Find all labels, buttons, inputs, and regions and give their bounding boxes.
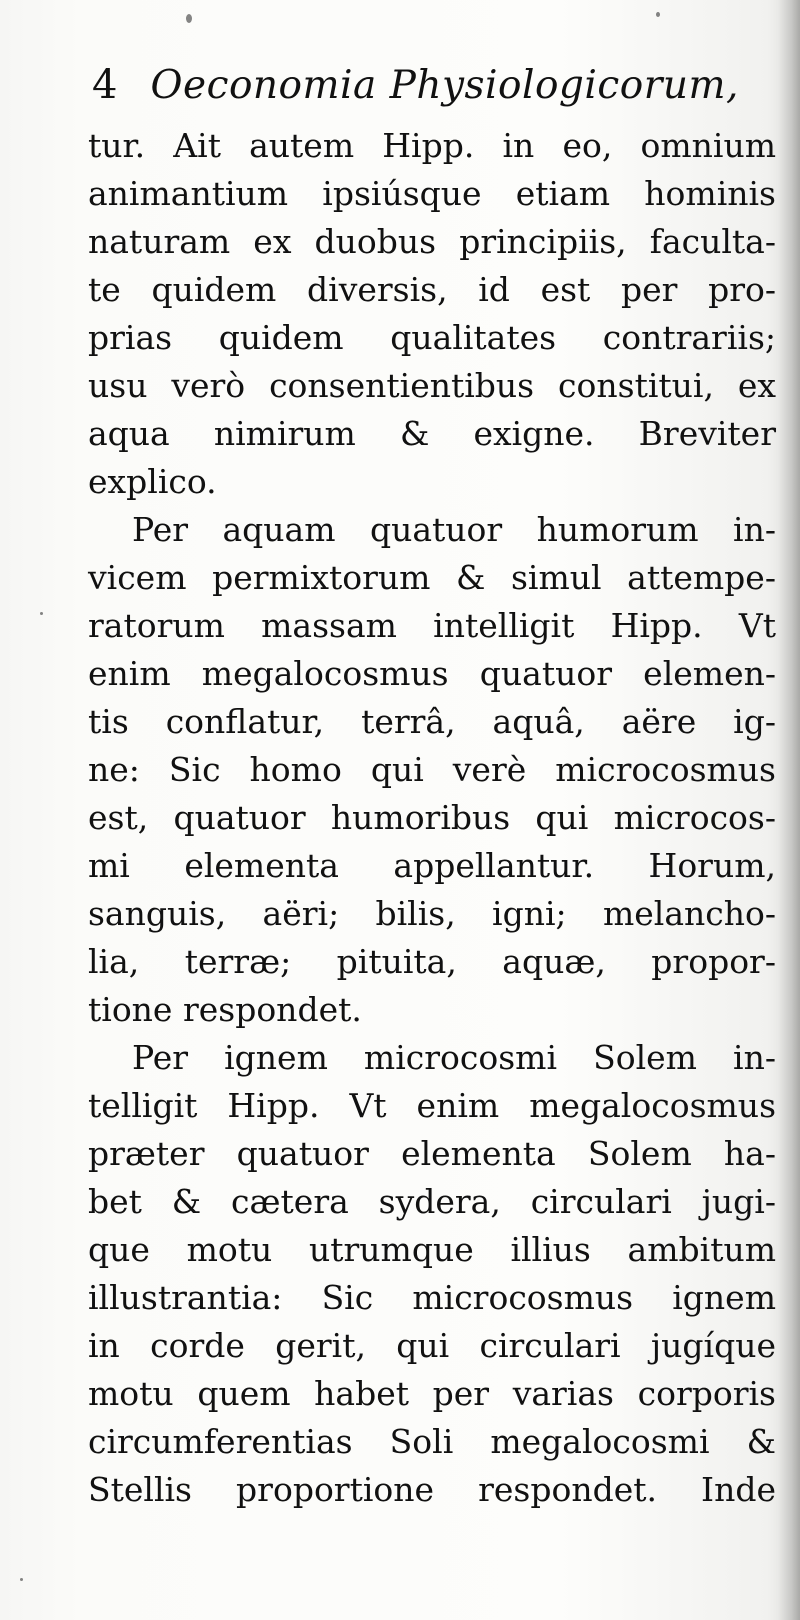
text-line: motu quem habet per varias corporis [88,1374,776,1413]
text-line: tis conflatur, terrâ, aquâ, aëre ig- [88,702,776,741]
text-line: ratorum massam intelligit Hipp. Vt [88,606,776,645]
text-line: enim megalocosmus quatuor elemen- [88,654,776,693]
text-line: præter quatuor elementa Solem ha- [88,1134,776,1173]
text-line: explico. [88,462,217,501]
text-line: animantium ipsiúsque etiam hominis [88,174,776,213]
text-line: que motu utrumque illius ambitum [88,1230,776,1269]
text-line: tione respondet. [88,990,362,1029]
page-gutter-shadow [778,0,800,1620]
running-header [92,62,772,120]
text-line: aqua nimirum & exigne. Breviter [88,414,776,453]
text-line: in corde gerit, qui circulari jugíque [88,1326,776,1365]
text-line: tur. Ait autem Hipp. in eo, omnium [88,126,776,165]
text-line: naturam ex duobus principiis, faculta- [88,222,776,261]
text-line: usu verò consentientibus constitui, ex [88,366,776,405]
text-line: est, quatuor humoribus qui microcos- [88,798,776,837]
ink-speck [186,14,192,23]
text-line: telligit Hipp. Vt enim megalocosmus [88,1086,776,1125]
text-line: prias quidem qualitates contrariis; [88,318,776,357]
text-line: Stellis proportione respondet. Inde [88,1470,776,1509]
text-line: bet & cætera sydera, circulari jugi- [88,1182,776,1221]
ink-speck [656,12,660,17]
text-line: mi elementa appellantur. Horum, [88,846,776,885]
paragraph-start-line: Per ignem microcosmi Solem in- [132,1038,776,1077]
text-line: vicem permixtorum & simul attempe- [88,558,776,597]
ink-speck [40,612,43,615]
page-number: 4 [92,62,118,108]
text-line: ne: Sic homo qui verè microcosmus [88,750,776,789]
text-line: lia, terræ; pituita, aquæ, propor- [88,942,776,981]
body-text [88,122,776,1514]
text-line: circumferentias Soli megalocosmi & [88,1422,776,1461]
paragraph-start-line: Per aquam quatuor humorum in- [132,510,776,549]
ink-speck [20,1578,23,1581]
text-line: illustrantia: Sic microcosmus ignem [88,1278,776,1317]
text-line: sanguis, aëri; bilis, igni; melancho- [88,894,776,933]
running-head-title: Oeconomia Physiologicorum, [150,63,739,108]
text-line: te quidem diversis, id est per pro- [88,270,776,309]
